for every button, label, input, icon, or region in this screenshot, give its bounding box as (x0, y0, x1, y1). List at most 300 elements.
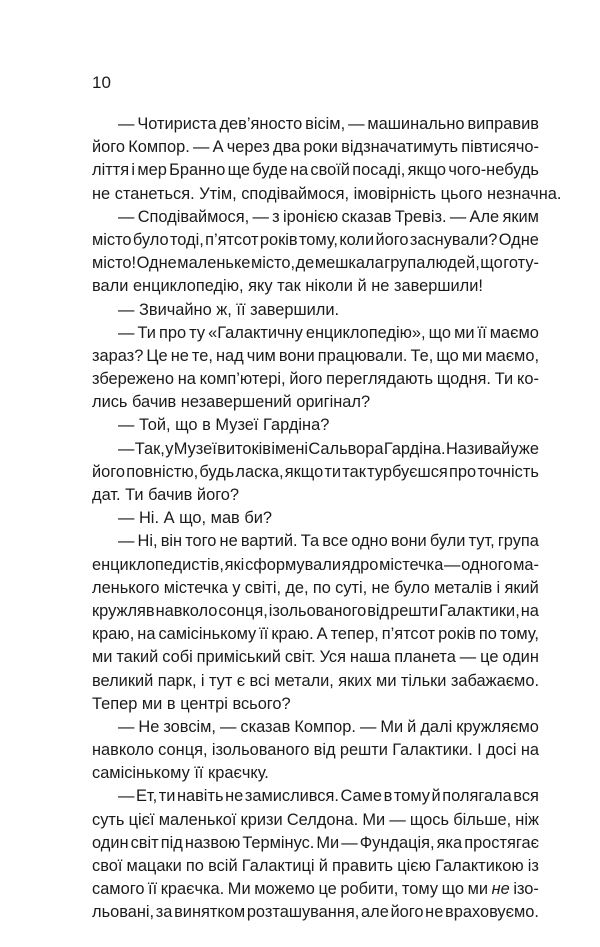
word: краєчку. (208, 764, 269, 783)
word: більше, (453, 810, 512, 829)
word: ніж (515, 810, 539, 829)
word: завершили! (393, 277, 483, 296)
text-line (92, 507, 539, 530)
text-line (92, 809, 539, 832)
word: є (236, 671, 246, 690)
word: сказав (240, 717, 291, 736)
word: ми (376, 671, 397, 690)
word: самісінькому (92, 764, 190, 783)
word: ленького (92, 578, 160, 597)
word: на (289, 161, 309, 180)
word: її (259, 625, 269, 644)
word: ти (324, 462, 342, 481)
word: буде (252, 161, 288, 180)
word: Ти (125, 486, 144, 504)
word: від (313, 741, 336, 760)
word: відзначатимуть (341, 138, 459, 157)
word: — (459, 648, 477, 667)
word: із (527, 857, 539, 875)
word: — (118, 323, 135, 342)
word: тільки (400, 671, 447, 690)
word: вся (513, 787, 539, 806)
word: група (384, 254, 426, 273)
word: Те, (410, 346, 434, 365)
word: вартий. (240, 532, 298, 551)
word: які (224, 555, 245, 574)
word: через (226, 138, 270, 157)
word: так (342, 462, 366, 481)
word: на (137, 625, 156, 644)
word: — (359, 717, 377, 736)
word: будь (199, 462, 235, 481)
word: Одне (136, 254, 177, 273)
text-line (92, 159, 539, 182)
word: враховуємо. (445, 903, 539, 922)
word: у (232, 578, 241, 597)
word: парк, (157, 671, 197, 690)
word: — (118, 207, 135, 226)
word: що (175, 416, 198, 435)
word: імовірність (353, 184, 437, 203)
word: ми (454, 323, 475, 342)
word: тому, (499, 625, 539, 644)
word: Утім, (199, 184, 237, 203)
word: на (177, 370, 196, 389)
word: мав (210, 509, 240, 528)
word: самого (92, 880, 145, 899)
word: — (193, 138, 210, 157)
word: Ми (380, 717, 404, 736)
word: який (504, 578, 539, 597)
word: світ (130, 833, 159, 852)
word: над (215, 346, 244, 365)
word: роки (303, 138, 338, 157)
word: не (425, 903, 444, 922)
word: Саме (340, 787, 383, 806)
word: тому (401, 880, 439, 899)
word: енциклопедію, (132, 277, 244, 296)
word: за (155, 903, 173, 922)
text-line (92, 252, 539, 275)
word: що (428, 323, 452, 342)
word: яких (338, 671, 372, 690)
word: збережено (92, 370, 174, 389)
word: але (361, 903, 389, 922)
word: ядро (341, 555, 379, 574)
word: зараз? (92, 346, 144, 365)
word: не (225, 787, 244, 806)
word: місто, (250, 254, 296, 273)
word: енциклопедію», (305, 323, 426, 342)
word: це (318, 880, 337, 899)
word: кризи (240, 810, 283, 829)
word: вали (92, 277, 129, 296)
word: дат. (92, 486, 121, 504)
word: що (480, 254, 503, 273)
word: Чотириста (137, 115, 217, 133)
word: сподіваймося, (241, 184, 350, 203)
word: назвою (184, 833, 241, 852)
word: років (259, 230, 298, 249)
word: Уся (319, 648, 346, 667)
word: — (118, 416, 135, 435)
word: металів (434, 578, 493, 597)
word: Музеї (215, 416, 259, 435)
text-line (92, 785, 539, 808)
word: краю, (92, 625, 135, 644)
word: сонця, (218, 601, 268, 620)
page-number: 10 (92, 73, 111, 92)
word: станеться. (114, 184, 195, 203)
word: А (316, 625, 328, 644)
word: її (236, 300, 246, 319)
word: не (219, 532, 238, 551)
word: Сподіваймося, (137, 207, 250, 226)
text-line (92, 878, 539, 901)
word: ми (92, 648, 113, 667)
word: собі (162, 648, 193, 667)
word: решти (390, 601, 439, 620)
text-line (92, 832, 539, 855)
word: по (478, 625, 497, 644)
word: сказав (341, 207, 392, 226)
word: — (118, 717, 135, 736)
text-line (92, 554, 539, 577)
word: світ. (284, 648, 316, 667)
word: А (163, 509, 175, 528)
word: його (289, 370, 323, 389)
word: Бранно (169, 161, 226, 180)
word: Селдона. (286, 810, 359, 829)
word: вісім, (305, 115, 346, 133)
word: коли (339, 230, 375, 249)
word: ізо- (513, 880, 539, 899)
word: ма- (513, 555, 539, 574)
word: що (436, 346, 459, 365)
word: повністю, (126, 462, 199, 481)
text-line (92, 438, 539, 461)
word: би? (244, 509, 273, 528)
word: — (348, 115, 365, 133)
word: мешкала (314, 254, 384, 273)
word: його (92, 462, 126, 481)
word: готу- (503, 254, 539, 273)
word: й (407, 717, 417, 736)
word: одно (351, 532, 388, 551)
word: ко- (516, 370, 539, 389)
word: не (92, 184, 111, 203)
word: Та (300, 532, 320, 551)
word: оригінал? (296, 393, 371, 412)
word: свої (92, 857, 123, 875)
word: чого-небудь (448, 161, 539, 180)
word: Ет, (135, 787, 158, 806)
word: і (200, 671, 205, 690)
word: одного (461, 555, 513, 574)
word: Це (146, 346, 168, 365)
word: маленьке (177, 254, 251, 273)
word: ж, (216, 300, 232, 319)
text-line (92, 530, 539, 553)
word: іронією (282, 207, 339, 226)
word: п’ятсот (381, 625, 436, 644)
text-line (92, 322, 539, 345)
word: Гардіна? (263, 416, 330, 435)
word: Тревіз. (394, 207, 447, 226)
word: — (252, 207, 269, 226)
word: править (332, 857, 394, 875)
word: чим (246, 346, 276, 365)
text-line (92, 461, 539, 484)
word: Ні, (137, 532, 158, 551)
word: Компор. (294, 717, 356, 736)
text-line (92, 484, 539, 507)
word: щось (409, 810, 450, 829)
word: ізольованого (268, 601, 367, 620)
text-line (92, 299, 539, 322)
word: приміський (196, 648, 281, 667)
word: Називай (445, 439, 511, 458)
word: своїй (310, 161, 350, 180)
word: світі, (244, 578, 282, 597)
word: й (318, 857, 328, 875)
word: маємо, (485, 346, 539, 365)
word: ще (227, 161, 251, 180)
word: навколо (155, 601, 218, 620)
word: ти (158, 787, 176, 806)
word: яка (436, 833, 463, 852)
word: Гардіна. (383, 439, 446, 458)
word: розташування, (246, 903, 360, 922)
word: цієї (128, 810, 155, 829)
word: один (502, 648, 539, 667)
text-line (92, 345, 539, 368)
word: в (383, 787, 393, 806)
word: не (170, 346, 189, 365)
word: мер (137, 161, 167, 180)
word: група (497, 532, 539, 551)
word: планета (394, 648, 456, 667)
text-line (92, 693, 539, 716)
word: ми (141, 694, 163, 713)
text-line (92, 113, 539, 136)
word: бачив (132, 393, 177, 412)
word: — (118, 532, 135, 551)
word: переглядають (326, 370, 434, 389)
word: — (118, 787, 135, 806)
word: ту (189, 323, 206, 342)
word: місто (92, 230, 132, 249)
word: забажаємо. (450, 671, 539, 690)
word: — (341, 833, 358, 852)
word: великий (92, 671, 154, 690)
word: він (160, 532, 183, 551)
word: все (322, 532, 349, 551)
word: де (295, 254, 315, 273)
text-line (92, 206, 539, 229)
word: Компор. (128, 138, 190, 157)
word: і (131, 161, 136, 180)
word: про (158, 323, 187, 342)
word: того (185, 532, 217, 551)
word: Одне (498, 230, 539, 249)
word: — (449, 207, 467, 226)
word: Ми (227, 880, 251, 899)
word: по (185, 857, 204, 875)
word: по (312, 578, 331, 597)
word: Ти (137, 323, 156, 342)
word: винятком (174, 903, 246, 922)
word: витоків (217, 439, 271, 458)
word: Але (469, 207, 500, 226)
word: яку (248, 277, 273, 296)
word: на (520, 601, 539, 620)
word: досі (486, 741, 517, 760)
text-line (92, 855, 539, 878)
word: точність (477, 462, 539, 481)
word: Галактики, (439, 601, 520, 620)
word: його? (196, 486, 240, 504)
word: краю. (271, 625, 314, 644)
word: А (212, 138, 224, 157)
word: — (118, 300, 135, 319)
word: якщо (284, 462, 324, 481)
word: цією (397, 857, 431, 875)
word: Той, (138, 416, 171, 435)
word: тепер, (330, 625, 379, 644)
word: Ні. (138, 509, 160, 528)
word: це (480, 648, 499, 667)
text-line (92, 414, 539, 437)
word: було (132, 230, 169, 249)
word: тоді, (169, 230, 204, 249)
word: навколо (92, 741, 154, 760)
word: всі (249, 671, 270, 690)
word: метали, (274, 671, 334, 690)
word: — (389, 810, 406, 829)
word: кружляв (92, 601, 155, 620)
word: турбуєшся (367, 462, 448, 481)
word: заснували? (409, 230, 498, 249)
word: два (273, 138, 301, 157)
word: наша (349, 648, 391, 667)
word: що (441, 880, 465, 899)
word: в (202, 416, 211, 435)
word: Термінус. (242, 833, 315, 852)
word: льовані, (92, 903, 155, 922)
text-line (92, 901, 539, 924)
text-line (92, 716, 539, 739)
word: на (520, 741, 539, 760)
word: містечка (379, 555, 444, 574)
word: суть (92, 810, 125, 829)
word: такий (116, 648, 159, 667)
text-line (92, 623, 539, 646)
word: Галактикою (435, 857, 524, 875)
word: ніколи (305, 277, 353, 296)
word: Ми (362, 810, 386, 829)
word: полягала (442, 787, 512, 806)
word: дев’яносто (219, 115, 303, 133)
word: Галактики. (392, 741, 473, 760)
word: ізольованого (211, 741, 310, 760)
word: мацаки (126, 857, 182, 875)
word: тут (208, 671, 233, 690)
word: уже (510, 439, 539, 458)
word: вони (278, 346, 315, 365)
word: було (394, 578, 430, 597)
word: енциклопедистів, (92, 555, 224, 574)
word: Так, (134, 439, 165, 458)
word: — (219, 717, 237, 736)
word: років (438, 625, 476, 644)
word: завершили. (250, 300, 340, 319)
word: її (194, 764, 204, 783)
word: — (118, 115, 135, 133)
word: незначна. (487, 184, 562, 203)
word: містечка (163, 578, 228, 597)
word: під (160, 833, 183, 852)
word: маємо (489, 323, 539, 342)
word: Музеї (173, 439, 217, 458)
word: від (367, 601, 390, 620)
word: лись (92, 393, 128, 412)
word: Ти (494, 370, 514, 389)
word: були (429, 532, 466, 551)
word: її (477, 323, 487, 342)
word: тут, (468, 532, 495, 551)
text-line (92, 577, 539, 600)
word: вони (390, 532, 427, 551)
word: ласка, (235, 462, 284, 481)
text-line (92, 670, 539, 693)
word: простягає (464, 833, 539, 852)
word: Фундація, (359, 833, 435, 852)
word: людей, (425, 254, 480, 273)
word: Галактиці (241, 857, 315, 875)
word: сонця, (158, 741, 208, 760)
word: п’ятсот (205, 230, 259, 249)
text-line (92, 368, 539, 391)
word: «Галактичну (208, 323, 303, 342)
word: з (272, 207, 280, 226)
word: його (375, 230, 409, 249)
word: зовсім, (163, 717, 216, 736)
word: ми (461, 346, 483, 365)
word: можемо (254, 880, 315, 899)
word: його (390, 903, 424, 922)
word: самісінькому (158, 625, 257, 644)
word: Сальвора (308, 439, 384, 458)
text-line (92, 739, 539, 762)
word: всього? (232, 694, 291, 713)
body-text (92, 113, 562, 925)
word: машинально (367, 115, 465, 133)
word: півтисячо- (461, 138, 539, 157)
word: імені (271, 439, 309, 458)
word: один (92, 833, 129, 852)
word: незавершений (180, 393, 292, 412)
word: комп’ютері, (199, 370, 286, 389)
word: — (118, 509, 135, 528)
word: сформували (245, 555, 341, 574)
word: замислився. (244, 787, 339, 806)
word: центрі (180, 694, 228, 713)
word: Тепер (92, 694, 138, 713)
word: тому, (298, 230, 338, 249)
word: й (357, 277, 367, 296)
word: про (448, 462, 477, 481)
